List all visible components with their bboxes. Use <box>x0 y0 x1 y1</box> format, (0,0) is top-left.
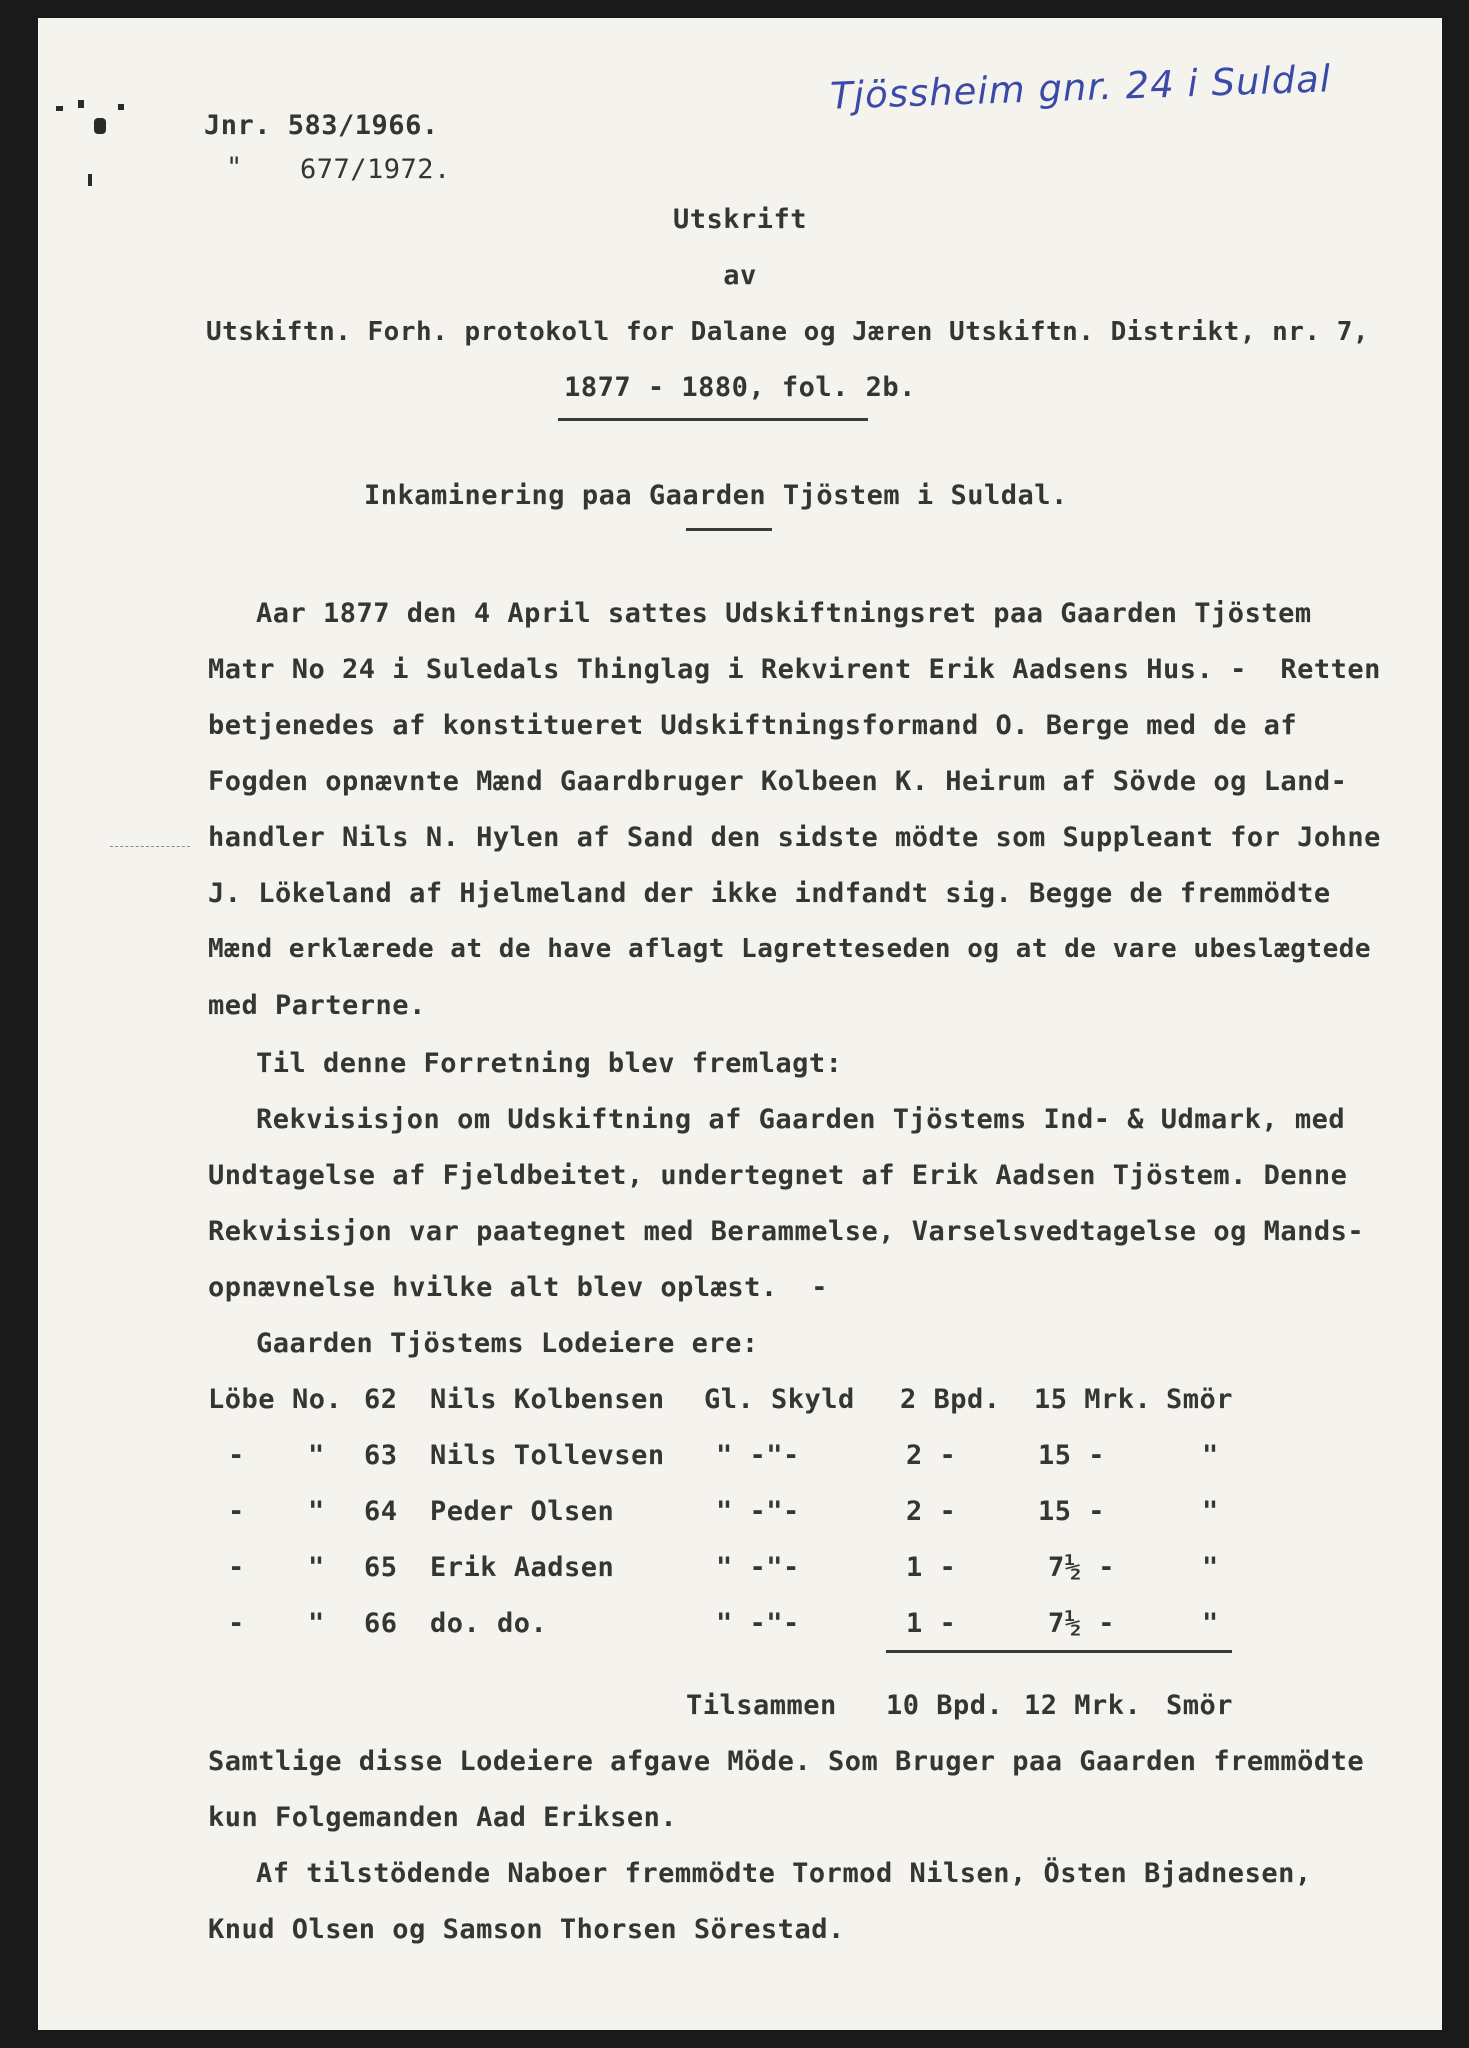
cell-no-label: " <box>308 1608 325 1639</box>
cell-skyld: " -"- <box>716 1608 800 1639</box>
cell-mrk: 15 - <box>1038 1496 1106 1527</box>
cell-no-label: " <box>308 1552 325 1583</box>
cell-name: Peder Olsen <box>430 1496 615 1527</box>
scan-speck <box>78 100 84 108</box>
cell-number: 65 <box>364 1552 398 1583</box>
document-page <box>38 18 1442 2030</box>
total-mrk: 12 Mrk. <box>1024 1690 1142 1721</box>
cell-skyld: " -"- <box>716 1552 800 1583</box>
text-line: betjenedes af konstitueret Udskiftningsformand O. Berge med de af <box>208 710 1298 741</box>
text-line: opnævnelse hvilke alt blev oplæst. - <box>208 1272 828 1303</box>
text-line: Rekvisisjon om Udskiftning af Gaarden Tjöstems Ind- & Udmark, med <box>256 1104 1346 1135</box>
journal-number-1: Jnr. 583/1966. <box>204 110 439 141</box>
cell-bpd: 2 - <box>906 1440 957 1471</box>
cell-name: do. do. <box>430 1608 548 1639</box>
cell-number: 62 <box>364 1384 398 1415</box>
text-line: Knud Olsen og Samson Thorsen Sörestad. <box>208 1914 845 1945</box>
title-line-1: Utskrift <box>672 204 808 235</box>
text-line: Rekvisisjon var paategnet med Berammelse, Varselsvedtagelse og Mands- <box>208 1216 1365 1247</box>
text-line: kun Folgemanden Aad Eriksen. <box>208 1802 678 1833</box>
cell-skyld: Gl. Skyld <box>704 1384 855 1415</box>
title-line-4: 1877 - 1880, fol. 2b. <box>564 372 916 403</box>
cell-bpd: 2 Bpd. <box>900 1384 1001 1415</box>
cell-no-label: No. <box>292 1384 343 1415</box>
owners-intro: Gaarden Tjöstems Lodeiere ere: <box>256 1328 759 1359</box>
cell-mrk: 7½ - <box>1048 1552 1116 1583</box>
cell-number: 66 <box>364 1608 398 1639</box>
text-line: Matr No 24 i Suledals Thinglag i Rekvirent Erik Aadsens Hus. - Retten <box>208 654 1381 685</box>
paragraph-2: Til denne Forretning blev fremlagt: <box>256 1048 843 1079</box>
cell-no-label: " <box>308 1440 325 1471</box>
text-line: med Parterne. <box>208 990 426 1021</box>
cell-lobe: Löbe <box>208 1384 276 1415</box>
sum-underline <box>886 1650 1232 1653</box>
title-line-3: Utskiftn. Forh. protokoll for Dalane og Jæren Utskiftn. Distrikt, nr. 7, <box>206 317 1370 347</box>
total-bpd: 10 Bpd. <box>886 1690 1004 1721</box>
handwritten-note: Tjössheim gnr. 24 i Suldal <box>829 57 1332 118</box>
journal-ditto: " <box>226 152 243 183</box>
cell-smor: " <box>1202 1552 1219 1583</box>
cell-lobe: - <box>228 1440 245 1471</box>
cell-lobe: - <box>228 1496 245 1527</box>
title-line-2: av <box>723 260 757 291</box>
title-underline <box>558 418 868 421</box>
text-line: Fogden opnævnte Mænd Gaardbruger Kolbeen K. Heirum af Sövde og Land- <box>208 766 1348 797</box>
scan-speck <box>88 174 92 186</box>
cell-smor: " <box>1202 1440 1219 1471</box>
cell-lobe: - <box>228 1608 245 1639</box>
cell-smor: " <box>1202 1496 1219 1527</box>
scan-speck <box>56 106 63 111</box>
total-smor: Smör <box>1166 1690 1234 1721</box>
cell-mrk: 15 Mrk. <box>1034 1384 1152 1415</box>
cell-bpd: 1 - <box>906 1608 957 1639</box>
text-line: J. Lökeland af Hjelmeland der ikke indfandt sig. Begge de fremmödte <box>208 878 1331 909</box>
cell-name: Nils Tollevsen <box>430 1440 665 1471</box>
cell-mrk: 7½ - <box>1048 1608 1116 1639</box>
cell-name: Erik Aadsen <box>430 1552 615 1583</box>
cell-name: Nils Kolbensen <box>430 1384 665 1415</box>
cell-skyld: " -"- <box>716 1440 800 1471</box>
cell-bpd: 2 - <box>906 1496 957 1527</box>
text-line: Mænd erklærede at de have aflagt Lagretteseden og at de vare ubeslægtede <box>208 934 1372 964</box>
total-label: Tilsammen <box>686 1690 837 1721</box>
cell-bpd: 1 - <box>906 1552 957 1583</box>
subtitle-underline <box>686 528 772 531</box>
cell-lobe: - <box>228 1552 245 1583</box>
text-line: Undtagelse af Fjeldbeitet, undertegnet af Erik Aadsen Tjöstem. Denne <box>208 1160 1348 1191</box>
subtitle: Inkaminering paa Gaarden Tjöstem i Suldal. <box>364 480 1068 511</box>
text-line: Aar 1877 den 4 April sattes Udskiftningsret paa Gaarden Tjöstem <box>256 598 1312 629</box>
text-line: Af tilstödende Naboer fremmödte Tormod Nilsen, Östen Bjadnesen, <box>256 1858 1312 1889</box>
cell-smor: Smör <box>1166 1384 1234 1415</box>
cell-skyld: " -"- <box>716 1496 800 1527</box>
margin-dashes <box>110 846 190 847</box>
scan-speck <box>94 118 106 134</box>
journal-number-2: 677/1972. <box>300 154 451 185</box>
text-line: Samtlige disse Lodeiere afgave Möde. Som Bruger paa Gaarden fremmödte <box>208 1746 1365 1777</box>
cell-number: 63 <box>364 1440 398 1471</box>
cell-mrk: 15 - <box>1038 1440 1106 1471</box>
cell-smor: " <box>1202 1608 1219 1639</box>
cell-no-label: " <box>308 1496 325 1527</box>
cell-number: 64 <box>364 1496 398 1527</box>
scan-speck <box>118 104 124 110</box>
text-line: handler Nils N. Hylen af Sand den sidste mödte som Suppleant for Johne <box>208 822 1381 853</box>
